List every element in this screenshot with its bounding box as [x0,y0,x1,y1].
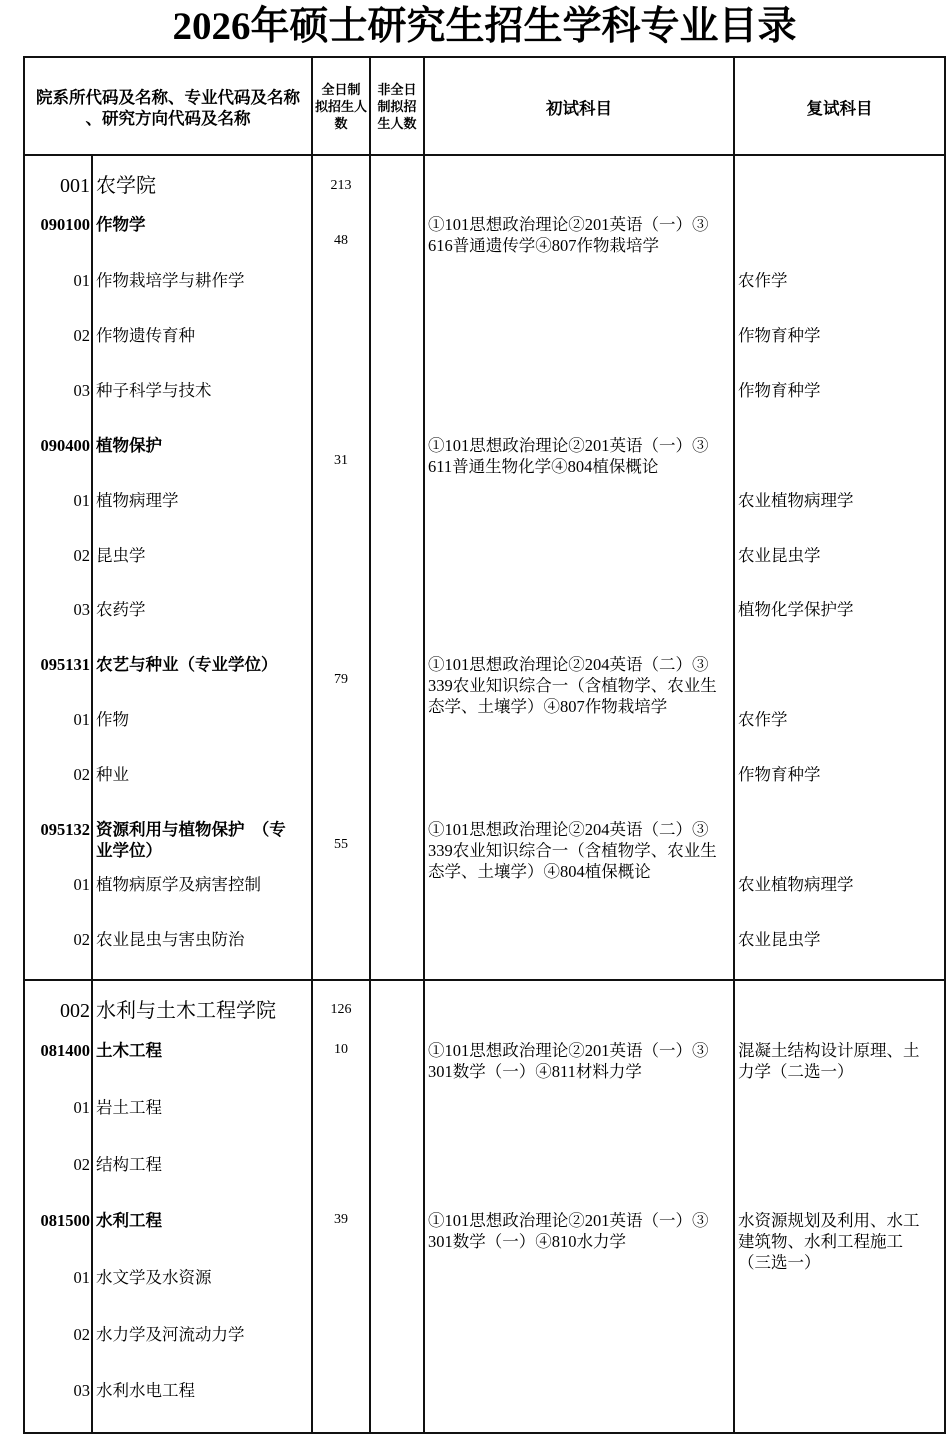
direction-retest: 农作学 [738,709,788,729]
direction-code: 01 [73,874,90,894]
direction-code: 02 [73,764,90,784]
major-fulltime-quota: 10 [334,1042,348,1057]
major-name [96,1040,162,1061]
header-initial-exam: 初试科目 [546,98,612,118]
header-parttime-quota-column [371,81,423,132]
major-retest [738,1210,920,1273]
major-name [96,819,286,861]
direction-code: 03 [73,380,90,400]
initial-exam-line: ①101思想政治理论②201英语（一）③ [428,435,709,455]
column-divider-code [91,155,93,1433]
direction-retest: 农业昆虫学 [738,929,821,949]
initial-exam-line: ①101思想政治理论②201英语（一）③ [428,214,709,234]
major-code: 095132 [40,819,90,839]
major-fulltime-quota: 31 [334,453,348,468]
direction-retest: 作物育种学 [738,764,821,784]
direction-code: 01 [73,270,90,290]
department-fulltime-quota: 213 [330,178,352,193]
header-retest: 复试科目 [806,98,873,118]
major-name-line: 水利工程 [96,1210,162,1230]
direction-name: 种子科学与技术 [96,380,212,400]
major-code: 081500 [40,1210,90,1230]
header-fulltime-quota-column [313,81,369,132]
direction-name: 结构工程 [96,1154,162,1174]
major-name-line: 农艺与种业（专业学位） [96,654,278,674]
direction-name: 水力学及河流动力学 [96,1324,245,1344]
page-title: 2026年硕士研究生招生学科专业目录 [172,5,797,48]
direction-code: 03 [73,599,90,619]
direction-retest: 农业昆虫学 [738,545,821,565]
major-name-line: 植物保护 [96,435,162,455]
major-name [96,435,162,456]
retest-line: 混凝土结构设计原理、土 [738,1040,920,1060]
header-fulltime-line: 全日制 [321,81,361,97]
direction-name: 植物病理学 [96,490,179,510]
major-code: 090400 [40,435,90,455]
initial-exam-line: ①101思想政治理论②204英语（二）③ [428,819,709,839]
major-name [96,654,278,675]
department-code: 001 [60,175,90,197]
direction-name: 作物栽培学与耕作学 [96,270,245,290]
major-fulltime-quota: 48 [334,233,348,248]
direction-code: 02 [73,1154,90,1174]
major-initial-exam [428,214,709,256]
initial-exam-line: ①101思想政治理论②204英语（二）③ [428,654,709,674]
major-name-line: 作物学 [96,214,146,234]
direction-name: 种业 [96,764,129,784]
initial-exam-line: 616普通遗传学④807作物栽培学 [428,235,659,255]
header-fulltime-line: 数 [334,115,348,131]
header-program-column [25,87,311,129]
table-border-left [23,56,25,1434]
header-divider [23,154,946,156]
major-code: 090100 [40,214,90,234]
column-divider-parttime [423,56,425,1434]
direction-name: 岩土工程 [96,1097,162,1117]
header-fulltime-line: 拟招生人 [314,98,367,114]
retest-line: 水资源规划及利用、水工 [738,1210,920,1230]
major-name [96,1210,162,1231]
header-parttime-line: 制拟招 [377,98,417,114]
header-program-line: 院系所代码及名称、专业代码及名称 [36,87,300,107]
table-border-right [944,56,946,1434]
major-name-line: 业学位） [96,840,162,860]
initial-exam-line: ①101思想政治理论②201英语（一）③ [428,1210,709,1230]
column-divider-fulltime [369,56,371,1434]
direction-code: 02 [73,325,90,345]
retest-line: 力学（二选一） [738,1061,854,1081]
retest-line: （三选一） [738,1252,821,1272]
direction-name: 作物 [96,709,129,729]
direction-code: 01 [73,1097,90,1117]
initial-exam-line: 态学、土壤学）④807作物栽培学 [428,696,668,716]
major-fulltime-quota: 55 [334,837,348,852]
initial-exam-line: 611普通生物化学④804植保概论 [428,456,659,476]
initial-exam-line: 态学、土壤学）④804植保概论 [428,861,651,881]
retest-line: 建筑物、水利工程施工 [738,1231,903,1251]
major-initial-exam [428,1040,709,1082]
direction-code: 03 [73,1380,90,1400]
major-initial-exam [428,654,717,717]
direction-name: 植物病原学及病害控制 [96,874,261,894]
direction-code: 01 [73,490,90,510]
major-initial-exam [428,1210,709,1252]
direction-name: 农药学 [96,599,146,619]
major-fulltime-quota: 39 [334,1212,348,1227]
initial-exam-line: 339农业知识综合一（含植物学、农业生 [428,675,717,695]
header-parttime-line: 生人数 [377,115,417,131]
initial-exam-line: 301数学（一）④810水力学 [428,1231,626,1251]
major-code: 081400 [40,1040,90,1060]
major-name-line: 资源利用与植物保护 （专 [96,819,286,839]
direction-code: 02 [73,929,90,949]
column-divider-initial-exam [733,56,735,1434]
direction-retest: 农业植物病理学 [738,490,854,510]
direction-retest: 作物育种学 [738,325,821,345]
direction-name: 农业昆虫与害虫防治 [96,929,245,949]
initial-exam-line: 301数学（一）④811材料力学 [428,1061,642,1081]
direction-retest: 农业植物病理学 [738,874,854,894]
direction-retest: 作物育种学 [738,380,821,400]
major-name [96,214,146,235]
direction-name: 作物遗传育种 [96,325,195,345]
direction-retest: 农作学 [738,270,788,290]
initial-exam-line: 339农业知识综合一（含植物学、农业生 [428,840,717,860]
direction-name: 水利水电工程 [96,1380,195,1400]
department-name: 农学院 [96,175,156,197]
major-initial-exam [428,819,717,882]
table-border-top [23,56,946,58]
major-code: 095131 [40,654,90,674]
direction-name: 昆虫学 [96,545,146,565]
direction-code: 02 [73,545,90,565]
direction-code: 01 [73,1267,90,1287]
major-fulltime-quota: 79 [334,672,348,687]
table-border-bottom [23,1432,946,1434]
direction-code: 02 [73,1324,90,1344]
major-retest [738,1040,920,1082]
major-name-line: 土木工程 [96,1040,162,1060]
direction-name: 水文学及水资源 [96,1267,212,1287]
header-program-line: 、研究方向代码及名称 [85,108,251,128]
direction-code: 01 [73,709,90,729]
department-fulltime-quota: 126 [330,1002,352,1017]
header-parttime-line: 非全日 [377,81,417,97]
department-code: 002 [60,1000,90,1022]
direction-retest: 植物化学保护学 [738,599,854,619]
major-initial-exam [428,435,709,477]
initial-exam-line: ①101思想政治理论②201英语（一）③ [428,1040,709,1060]
department-name: 水利与土木工程学院 [96,1000,276,1022]
section-divider [23,979,946,981]
